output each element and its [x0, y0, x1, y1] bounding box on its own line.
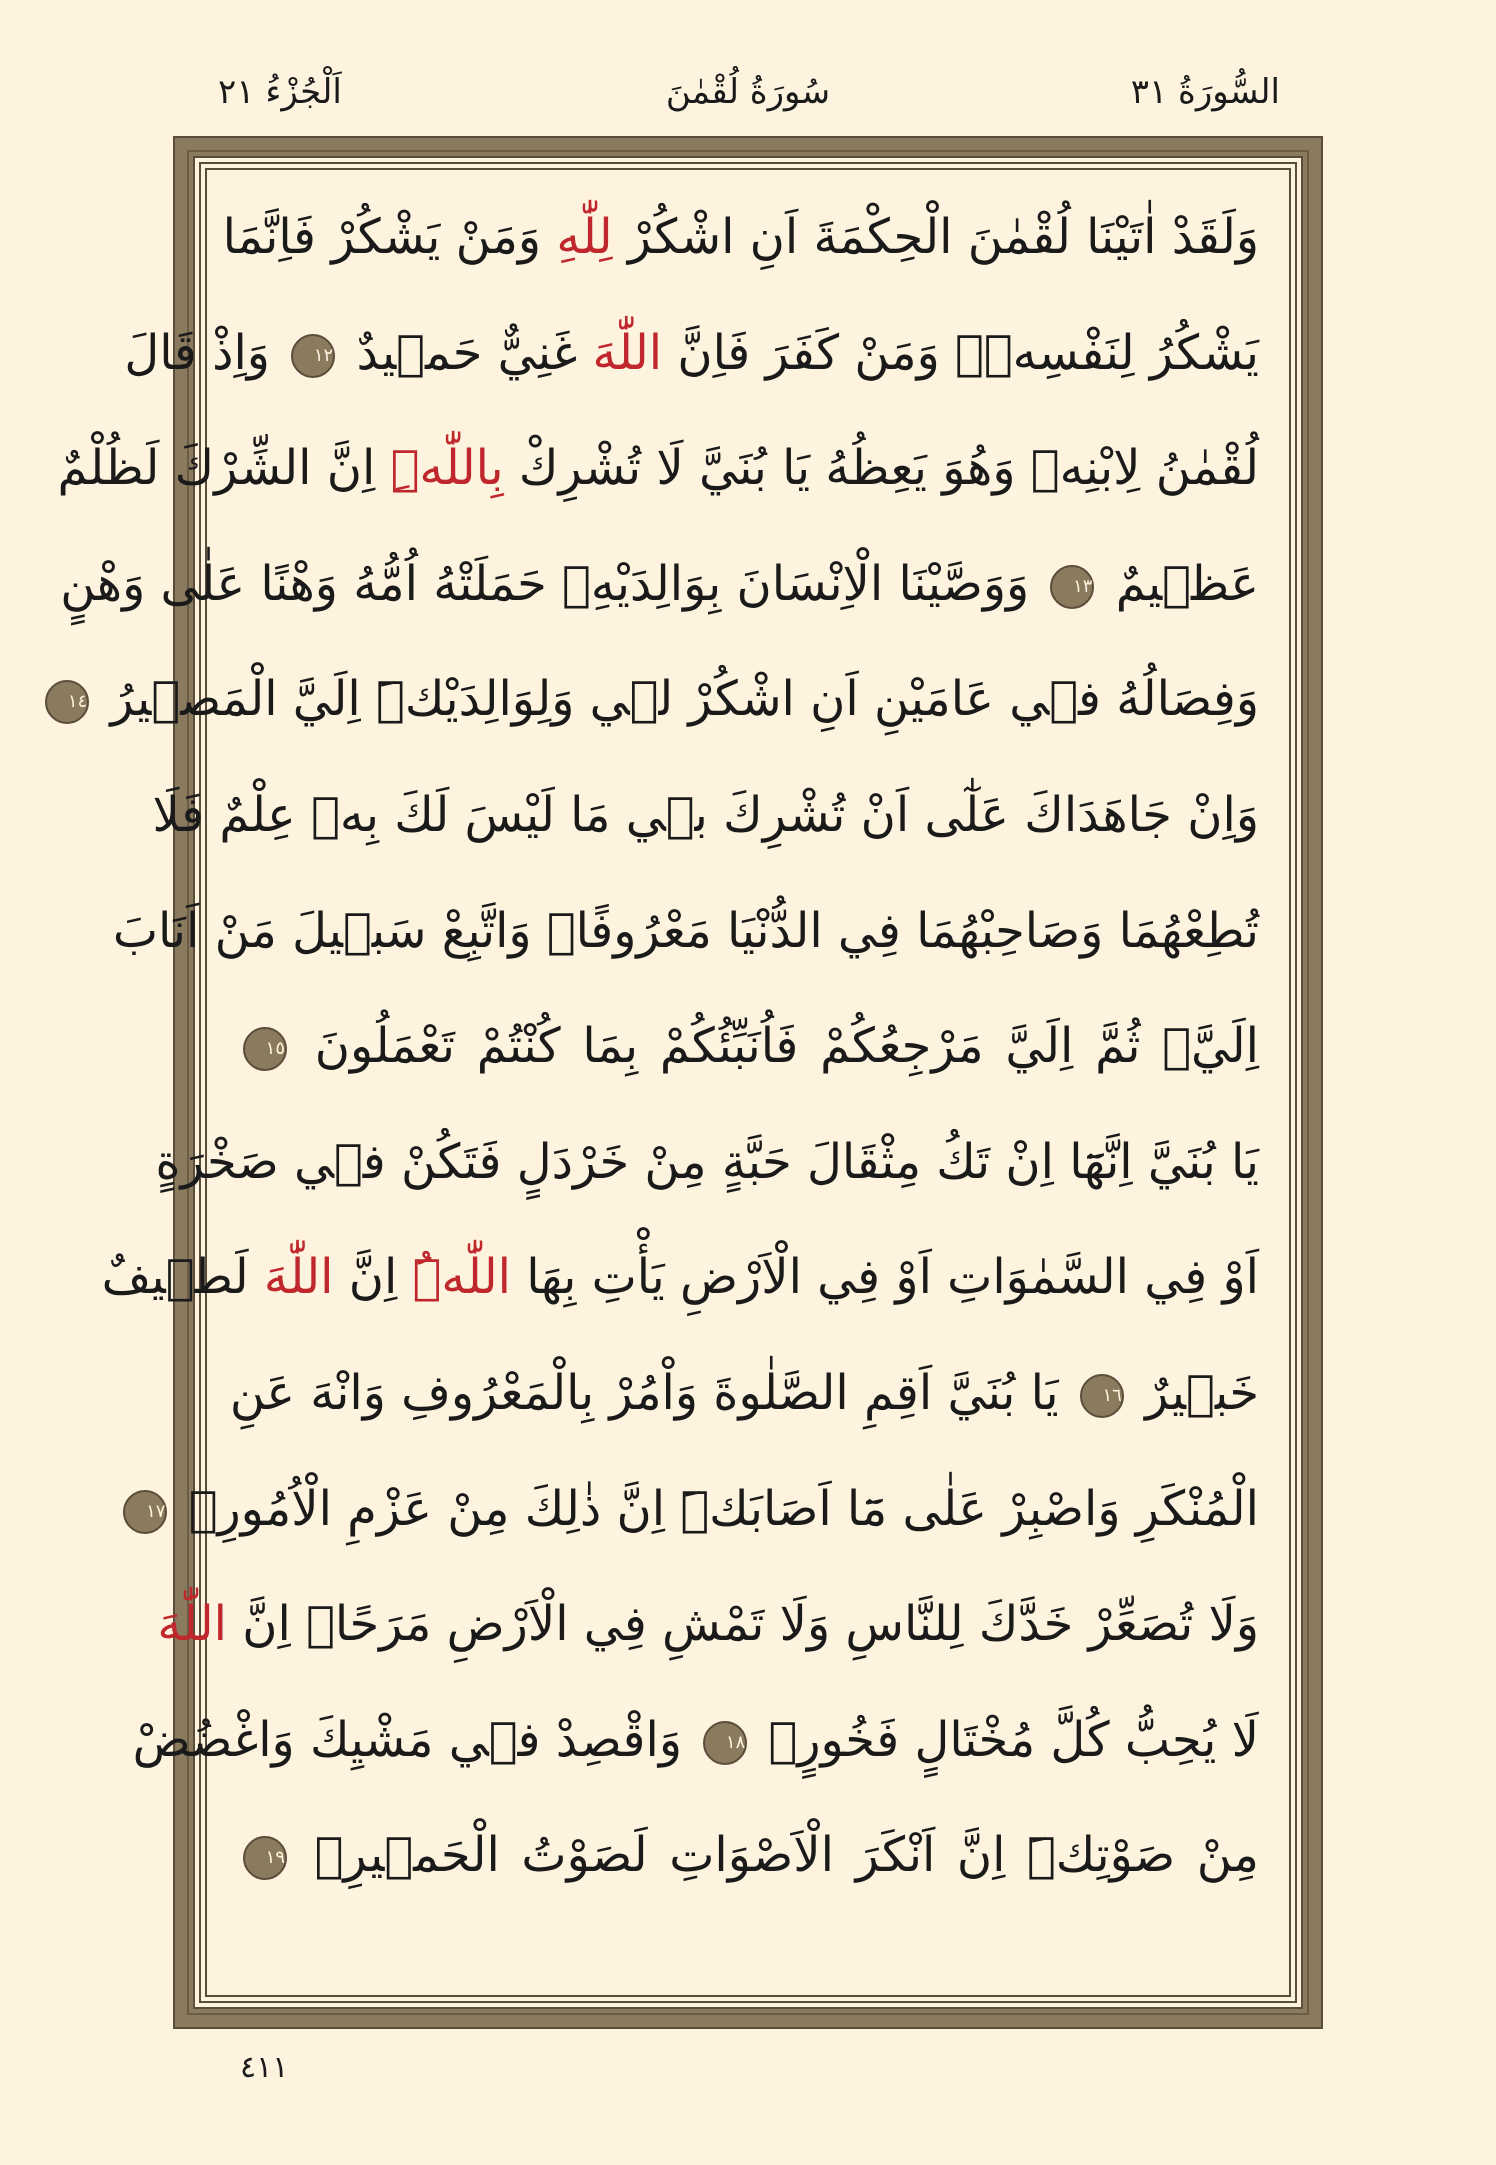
- text-line: [237, 989, 1259, 1105]
- verse-text: عَظ۪يمٌ: [1100, 555, 1259, 612]
- text-line: [229, 1336, 1259, 1452]
- verse-text: لَا يُحِبُّ كُلَّ مُخْتَالٍ فَخُورٍۚ: [753, 1711, 1259, 1768]
- frame-band: [57, 150, 1309, 2015]
- text-line: [237, 1798, 1259, 1914]
- text-line: [152, 758, 1259, 874]
- verse-text: لُقْمٰنُ لِابْنِه۪ وَهُوَ يَعِظُهُ يَا بُنَيَّ لَا تُشْرِكْ: [503, 440, 1259, 497]
- frame-rule-outer: [57, 156, 1303, 2009]
- ayah-number-marker: ١٩: [243, 1836, 287, 1880]
- divine-name: اللّٰهَ: [157, 1596, 227, 1653]
- verse-text: تُطِعْهُمَا وَصَاحِبْهُمَا فِي الدُّنْيَا مَعْرُوفًاۘ وَاتَّبِعْ سَب۪يلَ مَنْ اَنَابَ: [112, 902, 1259, 959]
- text-line: [101, 1220, 1259, 1336]
- page-number: ٤١١: [240, 2050, 289, 2085]
- verse-text: يَا بُنَيَّ اَقِمِ الصَّلٰوةَ وَاْمُرْ بِالْمَعْرُوفِ وَانْهَ عَنِ: [229, 1364, 1074, 1421]
- text-line: [155, 1105, 1259, 1221]
- verse-text: وَاقْصِدْ ف۪ي مَشْيِكَ وَاغْضُضْ: [132, 1711, 698, 1768]
- surah-number: السُّورَةُ ٣١: [1130, 72, 1280, 112]
- ayah-number-marker: ١٤: [45, 680, 89, 724]
- verse-text: وَاِذْ قَالَ: [124, 324, 286, 381]
- text-line: [112, 874, 1259, 990]
- verse-text: يَا بُنَيَّ اِنَّهَٓا اِنْ تَكُ مِثْقَالَ حَبَّةٍ مِنْ خَرْدَلٍ فَتَكُنْ ف۪ي صَخْرَةٍ: [155, 1133, 1259, 1190]
- text-line: [60, 527, 1259, 643]
- verse-text: مِنْ صَوْتِكَۜ اِنَّ اَنْكَرَ الْاَصْوَاتِ لَصَوْتُ الْحَم۪يرِ۟: [293, 1827, 1259, 1884]
- verse-text: ۜ اِنَّ: [333, 1249, 413, 1306]
- divine-name: لِلّٰهِ: [556, 209, 613, 265]
- verse-text: لَط۪يفٌ: [101, 1249, 264, 1306]
- text-line: [222, 180, 1259, 296]
- verse-text: وَلَقَدْ اٰتَيْنَا لُقْمٰنَ الْحِكْمَةَ اَنِ اشْكُرْ: [612, 209, 1259, 265]
- verse-text: وَلَا تُصَعِّرْ خَدَّكَ لِلنَّاسِ وَلَا تَمْشِ فِي الْاَرْضِ مَرَحًاۜ اِنَّ: [226, 1596, 1259, 1653]
- ayah-number-marker: ١٢: [291, 334, 335, 378]
- quran-text-block: [57, 180, 1259, 1985]
- text-line: [67, 642, 1259, 758]
- page-frame: [57, 136, 1323, 2029]
- verse-text: اِلَيَّۚ ثُمَّ اِلَيَّ مَرْجِعُكُمْ فَاُنَبِّئُكُمْ بِمَا كُنْتُمْ تَعْمَلُونَ: [293, 1018, 1259, 1075]
- verse-text: وَوَصَّيْنَا الْاِنْسَانَ بِوَالِدَيْهِۚ حَمَلَتْهُ اُمُّهُ وَهْنًا عَلٰى وَهْنٍ: [60, 555, 1045, 612]
- verse-text: ۜ اِنَّ الشِّرْكَ لَظُلْمٌ: [57, 440, 391, 497]
- verse-text: اَوْ فِي السَّمٰوَاتِ اَوْ فِي الْاَرْضِ يَأْتِ بِهَا: [510, 1249, 1259, 1306]
- verse-text: وَاِنْ جَاهَدَاكَ عَلٰٓى اَنْ تُشْرِكَ ب۪ي مَا لَيْسَ لَكَ بِه۪ عِلْمٌ فَلَا: [152, 786, 1259, 843]
- text-line: [124, 296, 1259, 412]
- ayah-number-marker: ١٥: [243, 1027, 287, 1071]
- verse-text: خَب۪يرٌ: [1129, 1364, 1259, 1421]
- ayah-number-marker: ١٦: [1080, 1374, 1124, 1418]
- juz-number: اَلْجُزْءُ ٢١: [218, 72, 342, 112]
- divine-name: اللّٰهُ: [412, 1249, 511, 1306]
- verse-text: وَفِصَالُهُ ف۪ي عَامَيْنِ اَنِ اشْكُرْ ل۪ي وَلِوَالِدَيْكَۜ اِلَيَّ الْمَص۪يرُ: [95, 671, 1259, 728]
- divine-name: اللّٰهَ: [263, 1249, 334, 1306]
- frame-rule-middle: [57, 162, 1297, 2003]
- ayah-number-marker: ١٧: [123, 1490, 167, 1534]
- frame-rule-inner: [57, 168, 1291, 1997]
- text-line: [132, 1683, 1259, 1799]
- text-line: [157, 1567, 1259, 1683]
- verse-text: غَنِيٌّ حَم۪يدٌ: [341, 324, 593, 381]
- text-line: [57, 411, 1259, 527]
- divine-name: اللّٰهَ: [592, 324, 663, 381]
- ayah-number-marker: ١٣: [1050, 565, 1094, 609]
- verse-text: وَمَنْ يَشْكُرْ فَاِنَّمَا: [222, 209, 557, 265]
- text-line: [146, 1452, 1259, 1568]
- page-header: [0, 62, 1496, 122]
- verse-text: الْمُنْكَرِ وَاصْبِرْ عَلٰى مَٓا اَصَابَكَۜ اِنَّ ذٰلِكَ مِنْ عَزْمِ الْاُمُورِۚ: [173, 1480, 1259, 1537]
- ayah-number-marker: ١٨: [703, 1721, 747, 1765]
- verse-text: يَشْكُرُ لِنَفْسِه۪ۚ وَمَنْ كَفَرَ فَاِنَّ: [662, 324, 1259, 381]
- surah-name: سُورَةُ لُقْمٰنَ: [665, 72, 831, 112]
- divine-name: بِاللّٰهِ: [390, 440, 504, 497]
